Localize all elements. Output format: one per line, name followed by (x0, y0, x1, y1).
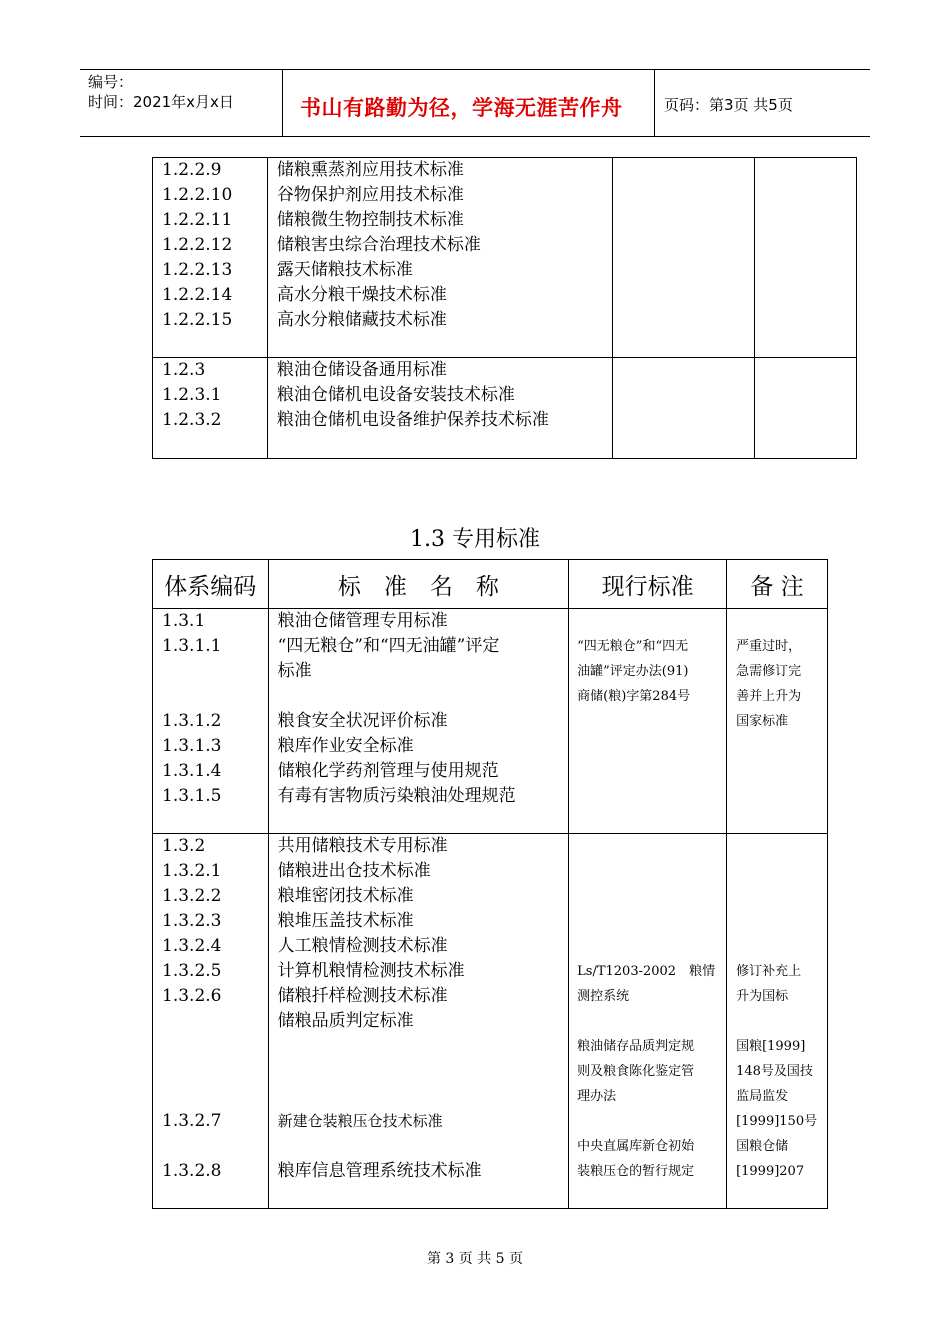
code: 1.2.2.12 (162, 235, 233, 255)
name-cell (268, 834, 569, 1209)
note-text: 升为国标 (736, 989, 789, 1004)
standard-name: 粮库信息管理系统技术标准 (277, 1161, 482, 1181)
header-name: 标 准 名 称 (268, 560, 569, 609)
standard-name: 粮油仓储机电设备安装技术标准 (276, 385, 515, 405)
code: 1.3.2.3 (162, 911, 222, 931)
code: 1.3.2.5 (162, 961, 222, 981)
header-bottom-rule (80, 136, 870, 137)
code: 1.2.2.14 (162, 285, 233, 305)
page-footer: 第 3 页 共 5 页 (426, 1251, 524, 1267)
standard-name: 储粮微生物控制技术标准 (276, 210, 464, 230)
standard-name: 人工粮情检测技术标准 (277, 936, 448, 956)
current-standard-text: Ls/T1203-2002 粮情 (577, 964, 716, 979)
standard-name: 高水分粮储藏技术标准 (276, 310, 447, 330)
current-standard-text: 油罐”评定办法(91) (577, 664, 689, 679)
table-row (153, 158, 857, 358)
code: 1.2.3.2 (162, 410, 222, 430)
code (162, 659, 268, 709)
code-cell (153, 834, 269, 1209)
standard-name: 露天储粮技术标准 (276, 260, 413, 280)
standard-name: 储粮害虫综合治理技术标准 (276, 235, 481, 255)
note-text: 148号及国技 (736, 1064, 813, 1079)
code: 1.3.2.7 (162, 1111, 222, 1131)
code: 1.2.2.15 (162, 310, 233, 330)
standard-name: 储粮化学药剂管理与使用规范 (277, 761, 499, 781)
current-standard-text: 装粮压仓的暂行规定 (577, 1164, 695, 1179)
number-label: 编号： (88, 73, 134, 91)
current-standard-text: 中央直属库新仓初始 (577, 1139, 695, 1154)
code: 1.3.2.1 (162, 861, 222, 881)
current-standard-text: 测控系统 (577, 989, 630, 1004)
note-text: [1999]150号 (736, 1114, 818, 1129)
standard-name: 储粮扦样检测技术标准 (277, 986, 448, 1006)
code: 1.3.2.2 (162, 886, 222, 906)
note-text: 国粮仓储 (736, 1139, 789, 1154)
code: 1.3.1.1 (162, 636, 222, 656)
table-row (153, 834, 828, 1209)
current-standard-cell (612, 358, 755, 459)
notes-cell (727, 609, 828, 834)
note-text: 善并上升为 (736, 689, 802, 704)
standard-name: 高水分粮干燥技术标准 (276, 285, 447, 305)
standard-name: 新建仓装粮压仓技术标准 (277, 1112, 443, 1130)
code: 1.2.2.11 (162, 210, 233, 230)
note-text: 修订补充上 (736, 964, 802, 979)
code: 1.3.1.2 (162, 711, 222, 731)
table-header-row (153, 560, 828, 609)
code: 1.3.2.6 (162, 986, 222, 1006)
standard-name: 粮库作业安全标准 (277, 736, 414, 756)
standard-name: 标准 (277, 661, 312, 681)
page-label: 页码：第3页 共5页 (664, 96, 793, 114)
standard-name: 粮堆密闭技术标准 (277, 886, 414, 906)
header-divider-1 (282, 69, 283, 136)
header-notes: 备 注 (727, 560, 828, 609)
code-cell (153, 158, 268, 358)
code: 1.3.1.4 (162, 761, 222, 781)
note-text: [1999]207 (736, 1164, 805, 1179)
note-text: 监局监发 (736, 1089, 789, 1104)
code-cell (153, 358, 268, 459)
note-text: 严重过时， (736, 639, 802, 654)
header-top-rule (80, 69, 870, 70)
standard-name: 计算机粮情检测技术标准 (277, 961, 465, 981)
notes-cell (755, 158, 857, 358)
standard-name: 粮油仓储设备通用标准 (276, 360, 447, 380)
code-cell (153, 609, 269, 834)
standards-table-continued (152, 157, 857, 459)
standard-name: 粮油仓储管理专用标准 (277, 611, 448, 631)
code: 1.2.2.13 (162, 260, 233, 280)
standard-name: “四无粮仓”和“四无油罐”评定 (277, 636, 500, 656)
name-cell (268, 609, 569, 834)
header-divider-2 (654, 69, 655, 136)
code: 1.3.1.3 (162, 736, 222, 756)
table-row (153, 609, 828, 834)
standard-name: 谷物保护剂应用技术标准 (276, 185, 464, 205)
current-standard-cell (569, 834, 727, 1209)
code: 1.3.2.8 (162, 1161, 222, 1181)
standard-name: 粮油仓储机电设备维护保养技术标准 (276, 410, 549, 430)
note-text: 国粮[1999] (736, 1039, 806, 1054)
section-title: 1.3 专用标准 (410, 527, 540, 552)
standard-name: 粮堆压盖技术标准 (277, 911, 414, 931)
code: 1.3.2.4 (162, 936, 222, 956)
code: 1.2.2.9 (162, 160, 222, 180)
code: 1.2.3.1 (162, 385, 222, 405)
name-cell (267, 358, 612, 459)
current-standard-text: 理办法 (577, 1089, 617, 1104)
standard-name: 共用储粮技术专用标准 (277, 836, 448, 856)
motto: 书山有路勤为径，学海无涯苦作舟 (300, 96, 623, 120)
standard-name: 粮食安全状况评价标准 (277, 711, 448, 731)
table-row (153, 358, 857, 459)
code: 1.3.2 (162, 836, 206, 856)
note-text: 国家标准 (736, 714, 789, 729)
standard-name: 储粮品质判定标准 (277, 1011, 414, 1031)
standard-name: 有毒有害物质污染粮油处理规范 (277, 786, 516, 806)
code: 1.3.1.5 (162, 786, 222, 806)
code: 1.3.1 (162, 611, 206, 631)
current-standard-text: 粮油储存品质判定规 (577, 1039, 695, 1054)
name-cell (267, 158, 612, 358)
current-standard-text: 商储(粮)字第284号 (577, 689, 691, 704)
notes-cell (755, 358, 857, 459)
code: 1.2.3 (162, 360, 206, 380)
header-current: 现行标准 (569, 560, 727, 609)
standard-name: 储粮熏蒸剂应用技术标准 (276, 160, 464, 180)
current-standard-cell (612, 158, 755, 358)
standard-name: 储粮进出仓技术标准 (277, 861, 431, 881)
notes-cell (727, 834, 828, 1209)
note-text: 急需修订完 (736, 664, 802, 679)
date-label: 时间：2021年x月x日 (88, 93, 234, 111)
dedicated-standards-table (152, 559, 828, 1209)
current-standard-text: “四无粮仓”和“四无 (577, 639, 689, 654)
current-standard-text: 则及粮食陈化鉴定管 (577, 1064, 695, 1079)
header-code: 体系编码 (153, 560, 269, 609)
current-standard-cell (569, 609, 727, 834)
code: 1.2.2.10 (162, 185, 233, 205)
